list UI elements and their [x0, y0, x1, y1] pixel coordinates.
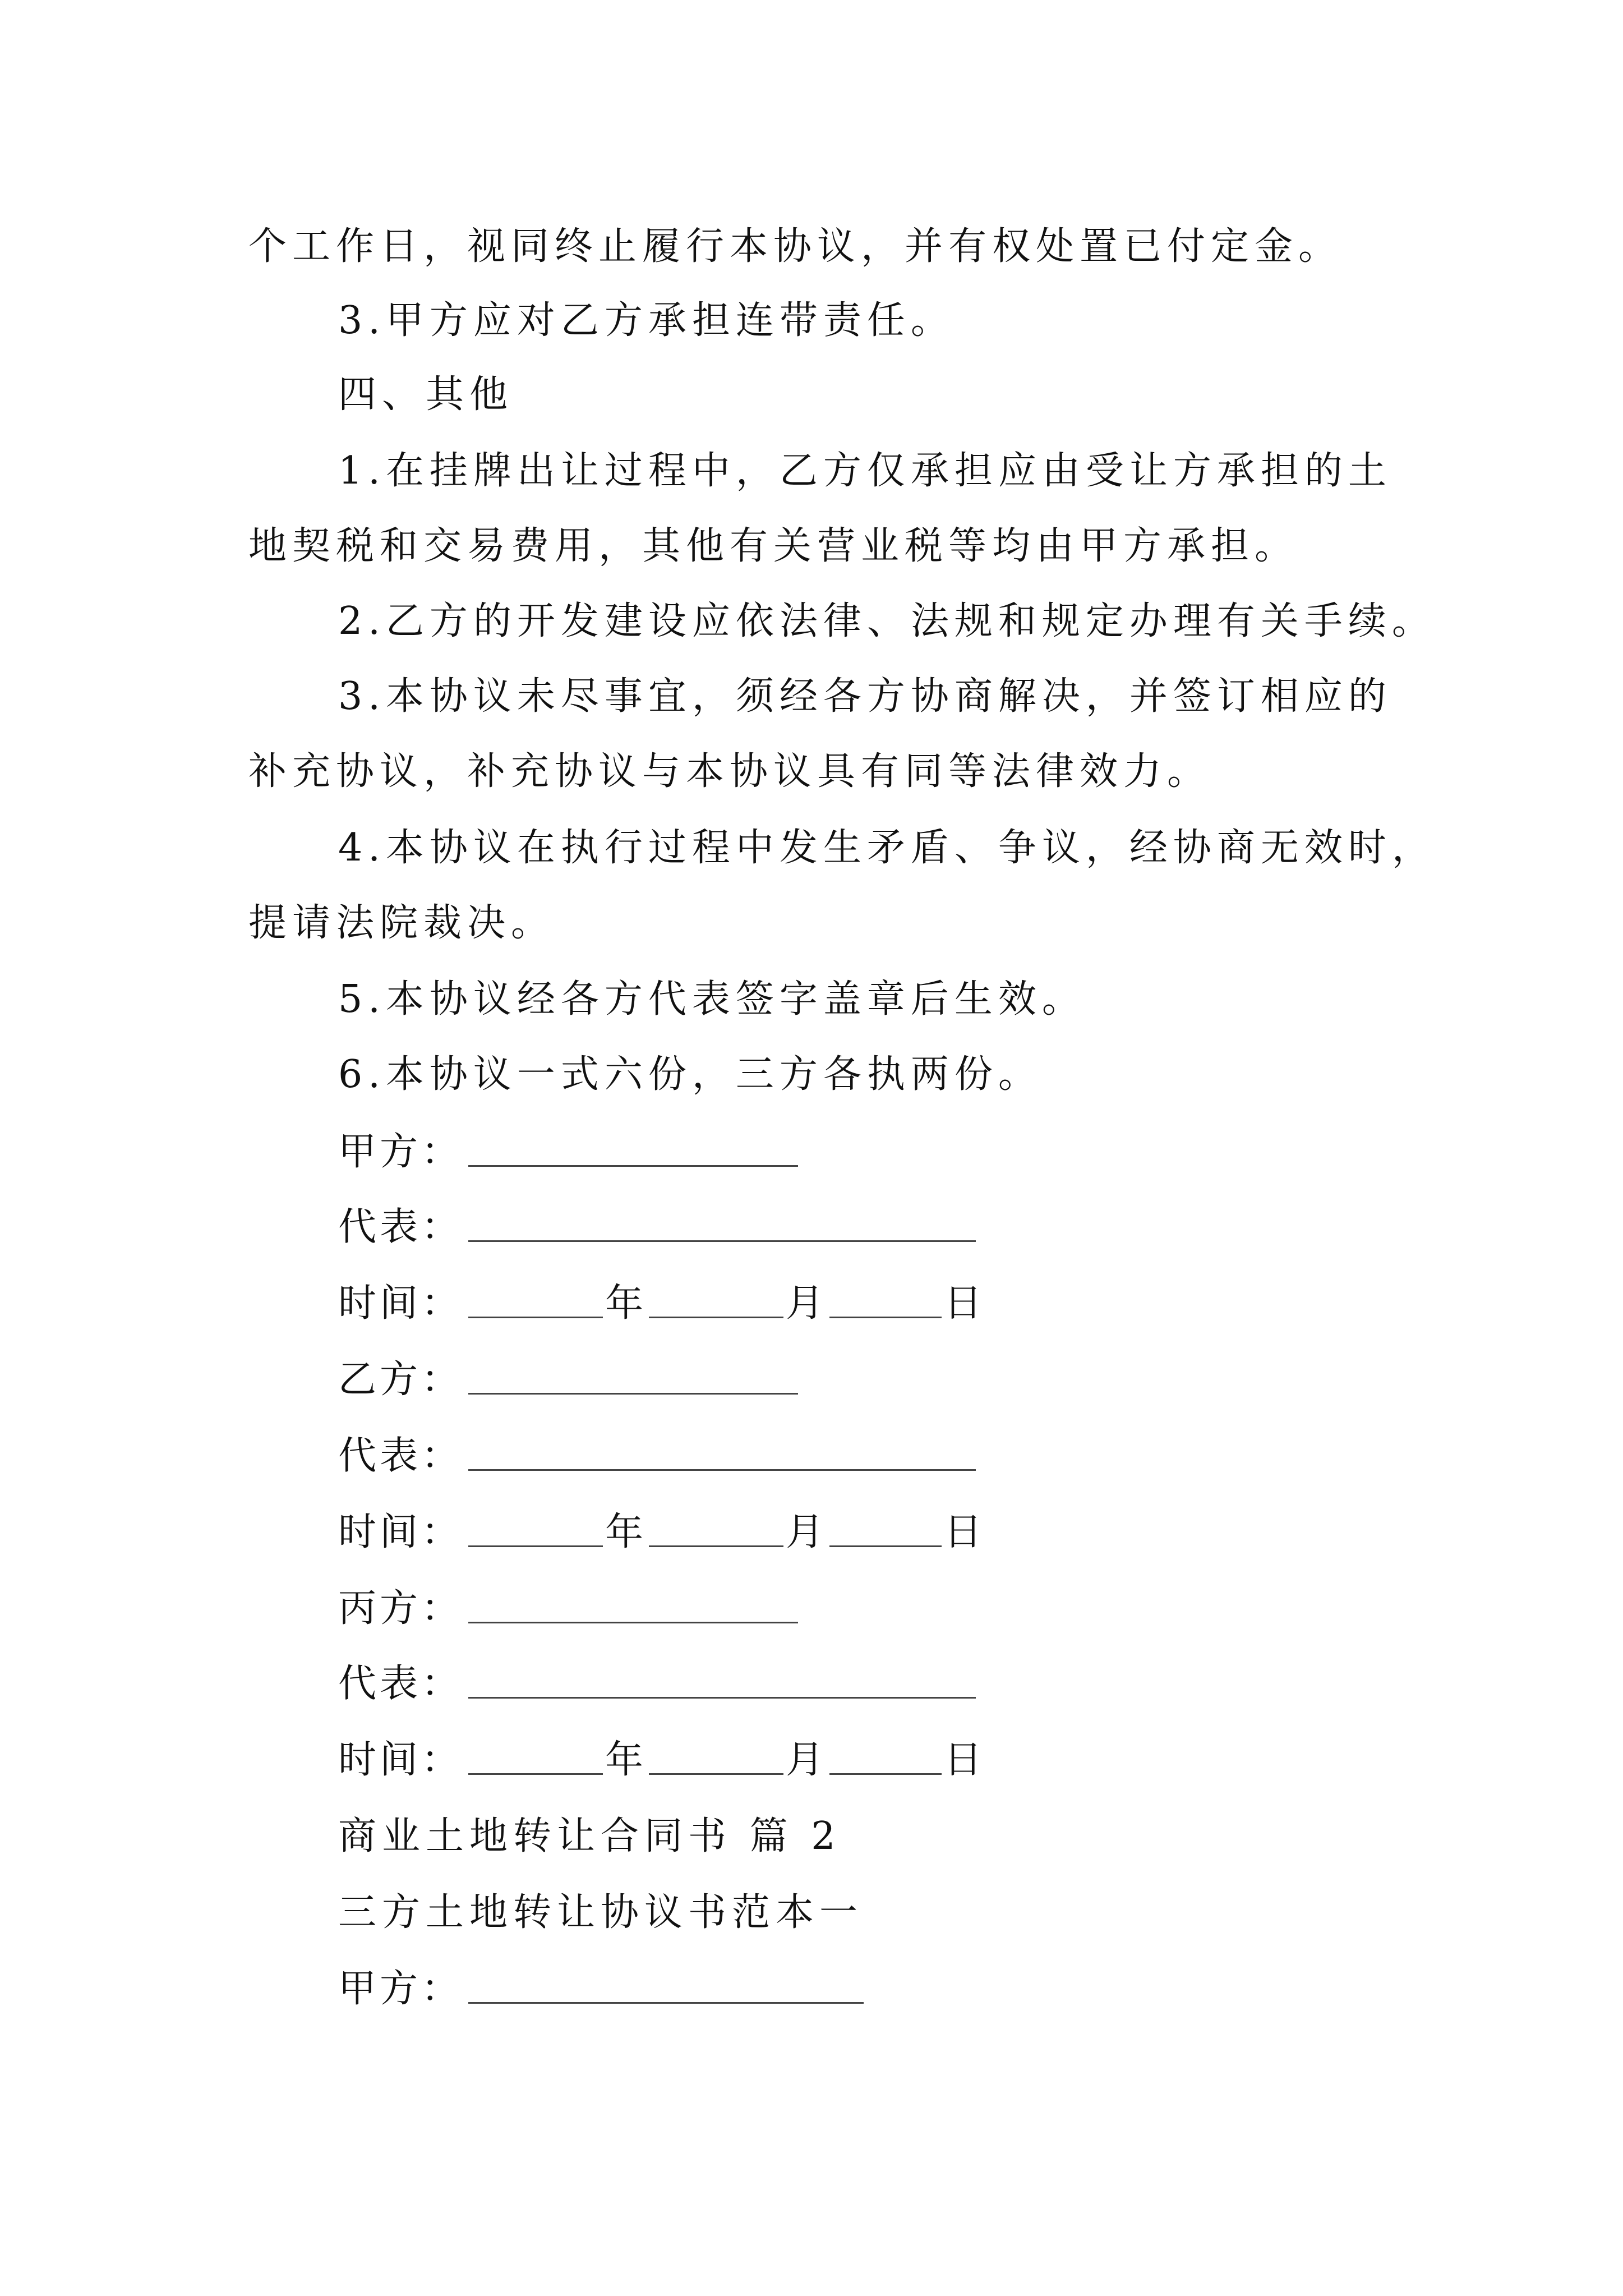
year-label: 年 [605, 1281, 647, 1326]
paragraph-line: 提请法院裁决。 [248, 901, 555, 945]
month-label: 月 [786, 1738, 828, 1782]
paragraph-line: 3.本协议未尽事宜，须经各方协商解决，并签订相应的 [338, 674, 1392, 719]
party-c-row [338, 1586, 798, 1631]
paragraph-line: 补充协议，补充协议与本协议具有同等法律效力。 [248, 749, 1211, 794]
party-c-label: 丙方： [338, 1586, 463, 1631]
rep-label: 代表： [338, 1662, 463, 1706]
year-label: 年 [605, 1510, 647, 1554]
party-b-label: 乙方： [338, 1358, 463, 1402]
month-label: 月 [786, 1281, 828, 1326]
day-label: 日 [944, 1738, 986, 1782]
time-label: 时间： [338, 1510, 463, 1554]
day-blank[interactable] [829, 1282, 942, 1318]
party-c-blank[interactable] [468, 1587, 798, 1623]
rep-label: 代表： [338, 1434, 463, 1478]
day-label: 日 [944, 1510, 986, 1554]
rep-label: 代表： [338, 1205, 463, 1249]
paragraph-line: 5.本协议经各方代表签字盖章后生效。 [338, 977, 1086, 1022]
day-label: 日 [944, 1281, 986, 1326]
time-label: 时间： [338, 1738, 463, 1782]
paragraph-line: 3.甲方应对乙方承担连带责任。 [338, 298, 955, 343]
paragraph-line: 地契税和交易费用，其他有关营业税等均由甲方承担。 [248, 524, 1299, 568]
paragraph-line: 6.本协议一式六份，三方各执两份。 [338, 1052, 1042, 1097]
month-blank[interactable] [649, 1282, 783, 1318]
time-label: 时间： [338, 1281, 463, 1326]
party-b-blank[interactable] [468, 1358, 798, 1395]
section2-party-a-row [338, 1967, 864, 2012]
party-a-blank[interactable] [468, 1130, 798, 1167]
party-a-label: 甲方： [338, 1967, 463, 2011]
year-blank[interactable] [468, 1511, 603, 1547]
section-subtitle: 三方土地转让协议书范本一 [338, 1890, 864, 1935]
month-blank[interactable] [649, 1738, 783, 1775]
year-label: 年 [605, 1738, 647, 1782]
section2-party-a-blank[interactable] [468, 1967, 864, 2004]
month-blank[interactable] [649, 1511, 783, 1547]
party-b-rep-row [338, 1434, 976, 1479]
party-c-rep-row [338, 1662, 976, 1706]
party-b-row [338, 1358, 798, 1402]
day-blank[interactable] [829, 1738, 942, 1775]
party-b-rep-blank[interactable] [468, 1434, 976, 1471]
paragraph-line: 2.乙方的开发建设应依法律、法规和规定办理有关手续。 [338, 599, 1436, 643]
party-a-rep-row [338, 1205, 976, 1250]
party-c-rep-blank[interactable] [468, 1662, 976, 1699]
year-blank[interactable] [468, 1282, 603, 1318]
party-b-time-row [338, 1510, 988, 1555]
day-blank[interactable] [829, 1511, 942, 1547]
year-blank[interactable] [468, 1738, 603, 1775]
paragraph-line: 1.在挂牌出让过程中，乙方仅承担应由受让方承担的土 [338, 449, 1392, 493]
party-a-row [338, 1130, 798, 1175]
party-a-label: 甲方： [338, 1130, 463, 1174]
section-heading: 四、其他 [338, 372, 514, 417]
party-c-time-row [338, 1738, 988, 1783]
paragraph-line: 4.本协议在执行过程中发生矛盾、争议，经协商无效时， [338, 826, 1436, 870]
party-a-time-row [338, 1281, 988, 1326]
paragraph-line: 个工作日，视同终止履行本协议，并有权处置已付定金。 [248, 224, 1343, 269]
party-a-rep-blank[interactable] [468, 1205, 976, 1242]
section-title: 商业土地转让合同书 篇 2 [338, 1814, 841, 1858]
month-label: 月 [786, 1510, 828, 1554]
